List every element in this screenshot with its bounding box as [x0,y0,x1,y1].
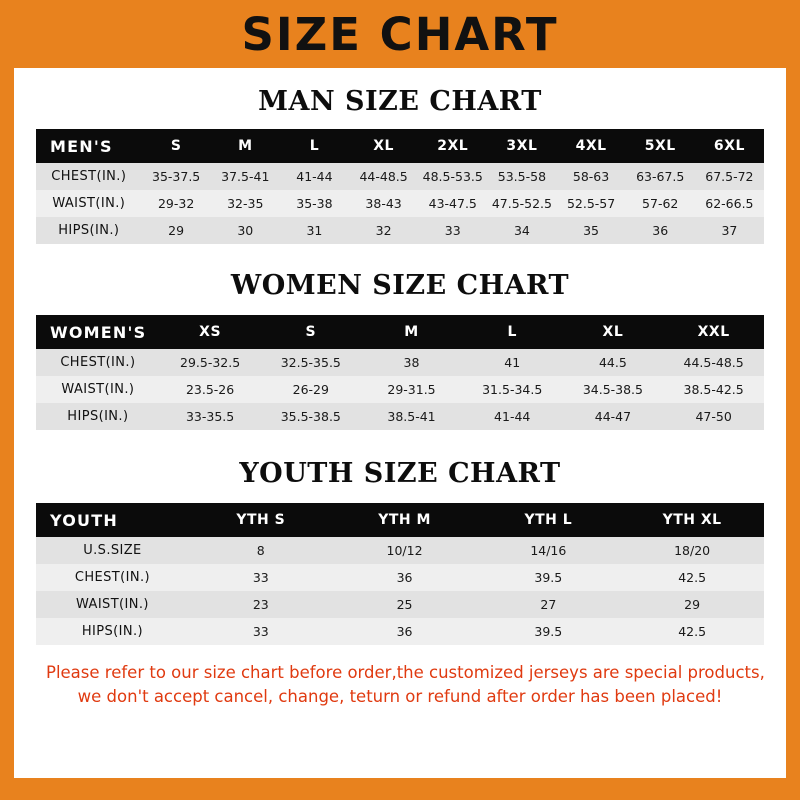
column-header: MEN'S [36,129,142,163]
column-header: YTH S [189,503,333,537]
table-cell: 25 [333,591,477,618]
table-cell: 31 [280,217,349,244]
table-cell: 44.5 [563,349,664,376]
footer-note [36,661,764,709]
table-cell: 57-62 [626,190,695,217]
row-header: CHEST(IN.) [36,349,160,376]
row-header: CHEST(IN.) [36,163,142,190]
column-header: YOUTH [36,503,189,537]
table-header-row [36,129,764,163]
table-cell: 44-47 [563,403,664,430]
row-header: HIPS(IN.) [36,403,160,430]
row-header: HIPS(IN.) [36,217,142,244]
table-cell: 33 [189,564,333,591]
column-header: 4XL [556,129,625,163]
chart-content [14,68,786,778]
table-cell: 39.5 [476,618,620,645]
bottom-band [14,778,786,800]
table-cell: 14/16 [476,537,620,564]
table-cell: 33 [189,618,333,645]
table-cell: 36 [333,618,477,645]
table-cell: 32-35 [211,190,280,217]
column-header: L [280,129,349,163]
table-cell: 10/12 [333,537,477,564]
table-cell: 67.5-72 [695,163,764,190]
column-header: 3XL [487,129,556,163]
table-cell: 44-48.5 [349,163,418,190]
column-header: YTH L [476,503,620,537]
table-cell: 47-50 [663,403,764,430]
column-header: L [462,315,563,349]
page-title: SIZE CHART [241,7,559,61]
table-cell: 36 [333,564,477,591]
table-cell: 41-44 [462,403,563,430]
column-header: 6XL [695,129,764,163]
table-cell: 41 [462,349,563,376]
table-cell: 62-66.5 [695,190,764,217]
table-header-row [36,503,764,537]
table-cell: 29 [142,217,211,244]
table-cell: 23 [189,591,333,618]
table-cell: 35.5-38.5 [260,403,361,430]
table-row [36,349,764,376]
column-header: XS [160,315,261,349]
table-cell: 29-32 [142,190,211,217]
table-cell: 36 [626,217,695,244]
table-cell: 43-47.5 [418,190,487,217]
table-cell: 30 [211,217,280,244]
row-header: WAIST(IN.) [36,591,189,618]
table-cell: 35-38 [280,190,349,217]
table-row [36,403,764,430]
table-cell: 58-63 [556,163,625,190]
table-row [36,190,764,217]
table-cell: 29.5-32.5 [160,349,261,376]
table-cell: 53.5-58 [487,163,556,190]
column-header: XL [349,129,418,163]
table-cell: 44.5-48.5 [663,349,764,376]
table-cell: 35 [556,217,625,244]
table-cell: 38-43 [349,190,418,217]
footer-note-line-1: Please refer to our size chart before order,the customized jerseys are special products, [46,663,765,682]
table-cell: 23.5-26 [160,376,261,403]
column-header: XL [563,315,664,349]
table-cell: 31.5-34.5 [462,376,563,403]
table-cell: 32 [349,217,418,244]
table-cell: 38.5-42.5 [663,376,764,403]
table-cell: 41-44 [280,163,349,190]
table-cell: 48.5-53.5 [418,163,487,190]
column-header: S [142,129,211,163]
table-header-row [36,315,764,349]
table-cell: 29 [620,591,764,618]
table-cell: 52.5-57 [556,190,625,217]
table-cell: 26-29 [260,376,361,403]
table-cell: 39.5 [476,564,620,591]
table-cell: 42.5 [620,564,764,591]
table-row [36,591,764,618]
youth-size-table [36,503,764,645]
table-cell: 32.5-35.5 [260,349,361,376]
row-header: U.S.SIZE [36,537,189,564]
women-section-title: WOMEN SIZE CHART [230,270,570,301]
table-cell: 34 [487,217,556,244]
header-band [14,0,786,68]
table-row [36,376,764,403]
table-cell: 38 [361,349,462,376]
youth-section-title: YOUTH SIZE CHART [239,458,561,489]
footer-note-line-2: we don't accept cancel, change, teturn or refund after order has been placed! [77,686,723,706]
table-cell: 29-31.5 [361,376,462,403]
table-cell: 33-35.5 [160,403,261,430]
column-header: 2XL [418,129,487,163]
table-row [36,564,764,591]
column-header: 5XL [626,129,695,163]
column-header: M [361,315,462,349]
table-cell: 37 [695,217,764,244]
table-cell: 33 [418,217,487,244]
row-header: CHEST(IN.) [36,564,189,591]
row-header: WAIST(IN.) [36,190,142,217]
table-cell: 63-67.5 [626,163,695,190]
column-header: YTH XL [620,503,764,537]
table-cell: 27 [476,591,620,618]
table-row [36,537,764,564]
column-header: WOMEN'S [36,315,160,349]
table-row [36,618,764,645]
table-cell: 42.5 [620,618,764,645]
column-header: XXL [663,315,764,349]
men-size-table [36,129,764,244]
row-header: WAIST(IN.) [36,376,160,403]
men-section-title: MAN SIZE CHART [258,86,542,117]
table-cell: 8 [189,537,333,564]
table-row [36,163,764,190]
table-cell: 18/20 [620,537,764,564]
table-cell: 34.5-38.5 [563,376,664,403]
row-header: HIPS(IN.) [36,618,189,645]
table-row [36,217,764,244]
table-cell: 38.5-41 [361,403,462,430]
table-cell: 35-37.5 [142,163,211,190]
table-cell: 47.5-52.5 [487,190,556,217]
column-header: S [260,315,361,349]
column-header: YTH M [333,503,477,537]
table-cell: 37.5-41 [211,163,280,190]
column-header: M [211,129,280,163]
women-size-table [36,315,764,430]
